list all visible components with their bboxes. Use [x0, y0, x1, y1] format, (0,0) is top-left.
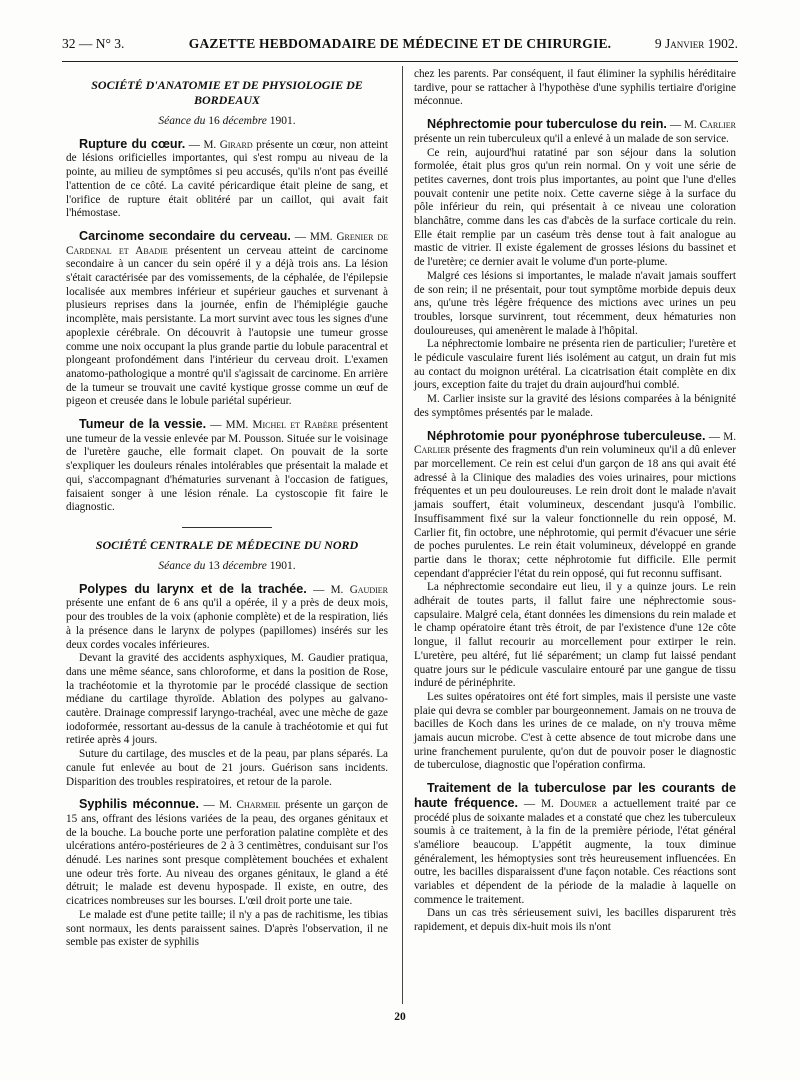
section-separator	[182, 527, 272, 528]
paragraph: Malgré ces lésions si importantes, le malade n'avait jamais souffert de son rein; il ne présentait, pour tout symptôme morbide depuis deux ans, qu'une très légère fréquence des mictions avec urines un peu troubles, lorsque survinrent, tout récemment, deux hématuries non douloureuses, qui amenèrent le malade à l'hôpital.	[414, 269, 736, 337]
article-heading: Néphrotomie pour pyonéphrose tuberculeuse.	[427, 428, 706, 443]
article-heading: Syphilis méconnue.	[79, 797, 199, 812]
author-name: Carlier	[414, 444, 451, 457]
paragraph: Dans un cas très sérieusement suivi, les bacilles disparurent très rapidement, et depuis dix-huit mois ils n'ont	[414, 907, 736, 934]
author-name: Doumer	[559, 797, 597, 810]
paragraph: Les suites opératoires ont été fort simples, mais il persiste une vaste plaie qui devra se combler par bourgeonnement. Jamais on ne trouva de bacilles de Koch dans les urines de ce malade, on n'y trouva même jamais aucun microbe. C'est à cette absence de tout microbe dans une urine franchement purulente, qu'on dut de pouvoir poser le diagnostic de tuberculose, diagnostic que l'opération confirma.	[414, 690, 736, 772]
article-syphilis-meconnue: Syphilis méconnue. — M. Charmeil présente un garçon de 15 ans, offrant des lésions variées de la peau, des organes génitaux et de la bouche. La bouche porte une perforation palatine complète et des ulcérations antéro-postérieures de 2 à 3 centimètres, conduisant sur l'os dénudé. Les narines sont presque complètement bouchées et exhalent une odeur très forte. Au niveau des organes génitaux, le gland a été détruit; le malade est devenu hypospade. Il existe, en outre, des cicatrices nombreuses sur les bourses. L'œil droit porte une taie.	[66, 797, 388, 908]
author-name: Gaudier	[349, 583, 388, 596]
article-heading: Rupture du cœur.	[79, 136, 186, 151]
author-name: Girard	[219, 138, 253, 151]
article-haute-frequence: Traitement de la tuberculose par les courants de haute fréquence. — M. Doumer a actuellement traité par ce procédé plus de soixante malades et a constaté que chez les tuberculeux soumis à ce traitement, à la fin de la première période, l'état général s'améliore beaucoup. L'appétit augmente, la toux diminue généralement, les hémoptysies sont très heureusement influencées. En outre, les bacilles disparaissent d'une façon notable. Ces réactions sont variables et dépendent de la période de la maladie à laquelle on commence le traitement.	[414, 781, 736, 906]
article-rupture-coeur: Rupture du cœur. — M. Girard présente un cœur, non atteint de lésions orificielles importantes, qui s'est rompu au niveau de la pointe, au milieu de symptômes si peu accusés, qu'ils n'ont pas éveillé l'attention de ce côté. La cavité péricardique était pleine de sang, et l'orifice de rupture était oblitéré par un caillot, qui avait fait l'hémostase.	[66, 136, 388, 220]
paragraph: La néphrectomie secondaire eut lieu, il y a quinze jours. Le rein adhérait de toutes parts, il fallut faire une néphrectomie sous-capsulaire. Malgré cela, étant données les dimensions du rein malade et le champ opératoire étant très étroit, de par l'existence d'une 12e côte longue, il fallut recourir au morcellement pour extirper le rein. L'uretère, peu altéré, fut lié séparément; un clamp fut laissé pendant quatre jours sur le pédicule vasculaire entouré par une gangue de tissu induré de périnéphrite.	[414, 581, 736, 690]
issue-date: 9 Janvier 1902.	[654, 36, 738, 51]
article-heading: Carcinome secondaire du cerveau.	[79, 228, 291, 243]
article-polypes-larynx: Polypes du larynx et de la trachée. — M. Gaudier présente une enfant de 6 ans qu'il a opérée, il y a près de deux mois, pour des troubles de la voix (aphonie complète) et de la respiration, liés à la présence dans le larynx de polypes (papillomes) insérés sur les deux cordes vocales inférieures.	[66, 581, 388, 651]
paragraph-continued: chez les parents. Par conséquent, il faut éliminer la syphilis héréditaire tardive, pour se rattacher à l'hypothèse d'une syphilis tertiaire d'origine méconnue.	[414, 68, 736, 108]
society-title: SOCIÉTÉ CENTRALE DE MÉDECINE DU NORD	[95, 537, 359, 552]
author-name: Carlier	[699, 119, 736, 132]
paragraph: Le malade est d'une petite taille; il n'y a pas de rachitisme, les tibias sont normaux, les dents paraissent saines. D'après l'observation, il ne semble pas exister de syphilis	[66, 908, 388, 949]
running-header	[62, 36, 738, 56]
society-title: SOCIÉTÉ D'ANATOMIE ET DE PHYSIOLOGIE DE BORDEAUX	[91, 78, 363, 107]
author-name: Grenier de Cardenal et Abadie	[66, 230, 388, 257]
paragraph: Devant la gravité des accidents asphyxiques, M. Gaudier pratiqua, dans une même séance, sans chloroforme, et dans la position de Rose, la trachéotomie et la thyrotomie par le procédé classique de section médiane du cartilage thyroïde. Ablation des polypes au galvano-cautère. Drainage compressif laryngo-trachéal, avec une mèche de gaze iodoformée, ressortant au-dessus de la canule à trachéotomie et qui fut retirée après 4 jours.	[66, 652, 388, 747]
page-folio: 20	[394, 1011, 406, 1023]
journal-title: GAZETTE HEBDOMADAIRE DE MÉDECINE ET DE CHIRURGIE.	[188, 36, 612, 51]
paragraph: Ce rein, aujourd'hui ratatiné par son séjour dans la solution formolée, était plus gros qu'un rein normal. On y voit une série de petites cavernes, dont trois plus importantes, au point que l'une d'elles pouvait contenir une petite noix. Cette caverne siège à la surface du pôle inférieur du rein, qui présentait à ce niveau une coloration blanchâtre, comme dans les cas d'abcès de la surface corticale du rein. Elle était remplie par un caséum très dense tout à fait analogue au mastic de vitrier. Il existe également de grosses lésions du bassinet et de l'uretère; ce dernier avait le volume d'un porte-plume.	[414, 146, 736, 269]
seance-date: Séance du 13 décembre 1901.	[158, 559, 296, 572]
article-nephrotomie: Néphrotomie pour pyonéphrose tuberculeuse. — M. Carlier présente des fragments d'un rein volumineux qu'il a dû enlever par morcellement. Ce rein est celui d'un garçon de 18 ans qui avait été adressé à la Clinique des maladies des voies urinaires, pour mictions fréquentes et un peu douloureuses. Le rein droit dont le malade n'avait jamais souffert, était volumineux, descendant jusqu'à l'ombilic. Insuffisamment fixé sur la valeur fonctionnelle du rein opposé, M. Carlier fit, fin octobre, une néphrotomie, qui permit d'évacuer une série de poches purulentes. Le rein était volumineux, développé en grande partie dans le thorax; cette néphrotomie fut difficile. Elle permit cependant d'apprécier l'état du rein opposé, qui fut reconnu suffisant.	[414, 428, 736, 580]
article-nephrectomie: Néphrectomie pour tuberculose du rein. — M. Carlier présente un rein tuberculeux qu'il a enlevé à un malade de son service.	[414, 117, 736, 145]
author-name: Charmeil	[236, 799, 281, 812]
paragraph: La néphrectomie lombaire ne présenta rien de particulier; l'uretère et le pédicule vasculaire furent liés isolément au catgut, un drain fut mis au contact du moignon urétéral. La cicatrisation était complète en dix jours, exception faite du trajet du drain aujourd'hui comblé.	[414, 338, 736, 392]
right-column	[414, 68, 736, 935]
paragraph: Suture du cartilage, des muscles et de la peau, par plans séparés. La canule fut enlevée au bout de 21 jours. Guérison sans incidents. Disparition des troubles respiratoires, et retour de la parole.	[66, 748, 388, 788]
header-rule	[62, 61, 738, 62]
author-name: Michel et Rabère	[252, 419, 338, 432]
page-label: 32 — N° 3.	[62, 36, 125, 51]
article-heading: Traitement de la tuberculose par les courants de haute fréquence.	[414, 781, 736, 810]
article-carcinome-cerveau: Carcinome secondaire du cerveau. — MM. Grenier de Cardenal et Abadie présentent un cerveau atteint de carcinome secondaire à un cancer du sein opéré il y a déjà trois ans. La lésion s'était caractérisée par des vomissements, de la céphalée, de l'épilepsie localisée aux membres inférieur et supérieur gauches et survenant à plusieurs reprises dans la journée, enfin de l'hémiplégie gauche incomplète, mais persistante. La mort survint avec tous les signes d'une apoplexie cérébrale. On découvrit à l'autopsie une tumeur grosse comme une noix occupant la plus grande partie du lobule paracentral et plongeant profondément dans l'intérieur du cerveau droit. L'examen anatomo-pathologique a montré qu'il s'agissait de carcinome. En arrière de la tumeur se trouvait une cavité kystique grosse comme un œuf de pigeon et creusée dans le lobule pariétal supérieur.	[66, 228, 388, 408]
article-heading: Polypes du larynx et de la trachée.	[79, 581, 307, 596]
article-heading: Néphrectomie pour tuberculose du rein.	[427, 117, 667, 132]
seance-date: Séance du 16 décembre 1901.	[158, 115, 296, 127]
column-divider	[402, 66, 403, 1004]
article-tumeur-vessie: Tumeur de la vessie. — MM. Michel et Rabère présentent une tumeur de la vessie enlevée par M. Pousson. Située sur le voisinage de l'uretère gauche, elle formait clapet. On pouvait de la sorte s'expliquer les douleurs rénales intolérables que présentait la malade et qui, s'accompagnant d'hématuries survenant à l'occasion de fatigues, faisaient songer à une lésion rénale. La cystoscopie fit faire le diagnostic.	[66, 417, 388, 514]
left-column	[66, 68, 388, 950]
article-heading: Tumeur de la vessie.	[79, 417, 207, 432]
paragraph: M. Carlier insiste sur la gravité des lésions comparées à la bénignité des symptômes présentés par le malade.	[414, 393, 736, 419]
